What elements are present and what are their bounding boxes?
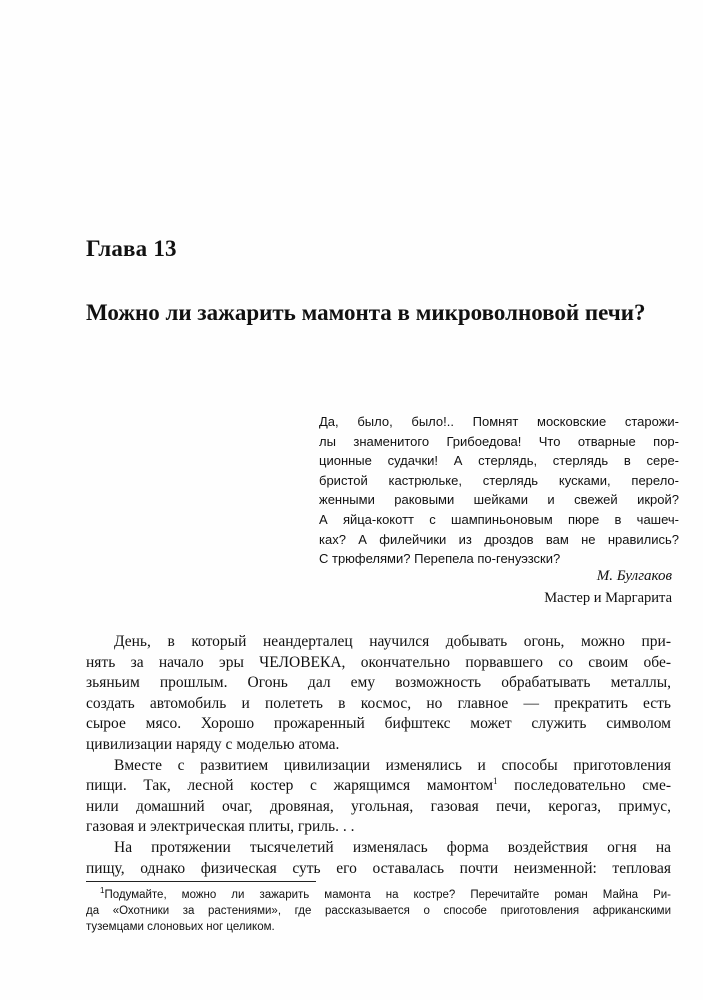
body-line: зьяньим прошлым. Огонь дал ему возможность обрабатывать металлы, <box>86 674 671 692</box>
body-line-part: пищи. Так, лесной костер с жарящимся мамонтом <box>86 777 494 795</box>
body-line: цивилизации наряду с моделью атома. <box>86 735 340 753</box>
body-line-part: последовательно сме- <box>514 777 672 795</box>
epigraph <box>319 412 679 569</box>
body-line: пищу, однако физическая суть его оставалась почти неизменной: тепловая <box>86 859 671 877</box>
epigraph-line: С трюфелями? Перепела по-генуэзски? <box>319 551 561 567</box>
body-line: сырое мясо. Хорошо прожаренный бифштекс может служить символом <box>86 715 671 733</box>
body-line: нили домашний очаг, дровяная, угольная, газовая печи, керогаз, примус, <box>86 797 671 815</box>
chapter-heading: Глава 13 <box>86 236 177 261</box>
epigraph-line: ционные судачки! А стерлядь, стерлядь в сере- <box>319 453 679 469</box>
epigraph-line: лы знаменитого Грибоедова! Что отварные пор- <box>319 433 679 449</box>
epigraph-line: женными раковыми шейками и свежей икрой? <box>319 492 679 508</box>
footnote-line: туземцами слоновьих ног целиком. <box>86 921 275 933</box>
footnote-text: Подумайте, можно ли зажарить мамонта на костре? Перечитайте роман Майна Ри- <box>104 889 671 901</box>
chapter-title: Можно ли зажарить мамонта в микроволновой печи? <box>86 300 646 325</box>
body-line: нять за начало эры ЧЕЛОВЕКА, окончательно порвавшего со своим обе- <box>86 653 671 671</box>
footnote-line <box>86 887 671 903</box>
epigraph-line: А яйца-кокотт с шампиньоновым пюре в чашеч- <box>319 511 679 527</box>
epigraph-author: М. Булгаков <box>596 568 672 584</box>
epigraph-line: Да, было, было!.. Помнят московские старожи- <box>319 414 679 429</box>
epigraph-source: Мастер и Маргарита <box>544 590 672 606</box>
body-text <box>86 632 671 879</box>
body-line <box>86 776 671 797</box>
epigraph-line: бристой кастрюльке, стерлядь кусками, перело- <box>319 472 679 488</box>
footnote-number: 1 <box>100 886 105 896</box>
footnote-divider <box>86 881 316 882</box>
body-line: Вместе с развитием цивилизации изменялись и способы приготовления <box>114 756 671 774</box>
footnote-reference[interactable]: 1 <box>493 776 498 786</box>
body-line: создать автомобиль и полететь в космос, но главное — прекратить есть <box>86 694 671 712</box>
footnote <box>86 887 671 935</box>
body-line: газовая и электрическая плиты, гриль. . . <box>86 818 355 836</box>
body-line: На протяжении тысячелетий изменялась форма воздействия огня на <box>114 838 671 856</box>
footnote-line: да «Охотники за растениями», где рассказывается о способе приготовления африканскими <box>86 905 671 917</box>
epigraph-line: ках? А филейчики из дроздов вам не нравились? <box>319 531 679 547</box>
body-line: День, в который неандерталец научился добывать огонь, можно при- <box>114 633 671 650</box>
